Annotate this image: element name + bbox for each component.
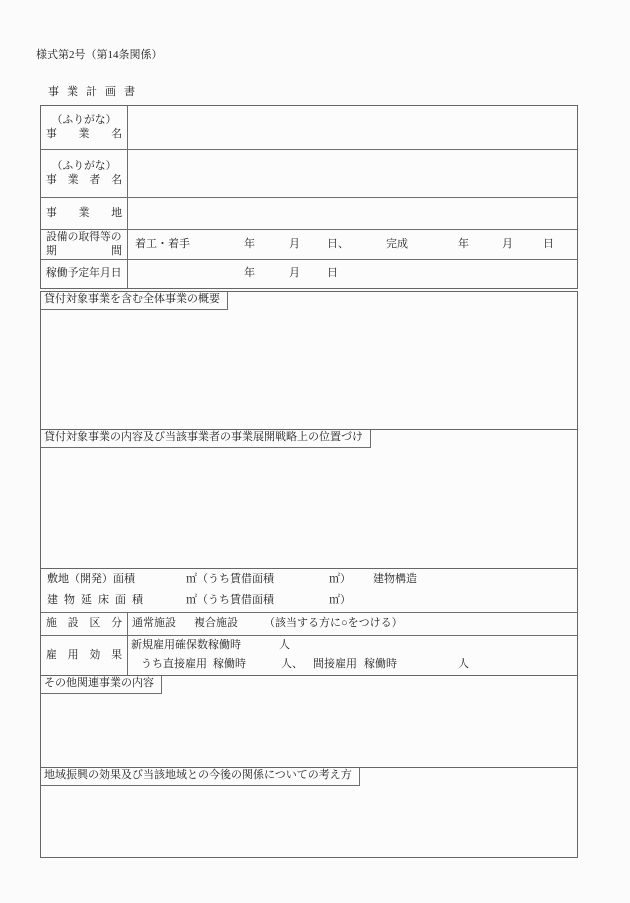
area-content [41, 569, 577, 612]
equipment-period-label-line2: 期間 [46, 244, 122, 257]
employment-row [41, 635, 577, 675]
operation-day-label: 日 [327, 267, 338, 280]
positioning-section [40, 429, 578, 569]
positioning-section-heading: 貸付対象事業の内容及び当該事業者の事業展開戦略上の位置づけ [41, 430, 371, 448]
start-year-label: 年 [244, 237, 255, 250]
operator-name-row [41, 149, 577, 197]
regional-promotion-section [40, 767, 578, 858]
basic-info-block [40, 105, 578, 289]
operation-year-label: 年 [244, 267, 255, 280]
employment-content [128, 636, 577, 675]
new-jobs-when-label: 稼働時 [208, 638, 241, 651]
operator-name-furigana: （ふりがな） [51, 160, 117, 173]
location-input-area [128, 198, 577, 229]
area-row [41, 569, 577, 612]
complete-year-label: 年 [458, 237, 469, 250]
equipment-period-label-line1: 設備の取得等の [46, 231, 122, 244]
overview-section [40, 291, 578, 430]
facility-option-normal: 通常施設 [132, 617, 176, 630]
location-label-text: 事業地 [46, 206, 122, 219]
operation-date-row [41, 259, 577, 288]
start-month-label: 月 [289, 237, 300, 250]
business-name-label-text: 事業名 [46, 127, 122, 140]
equipment-period-input-area [128, 230, 577, 259]
direct-jobs-label: うち直接雇用 [141, 658, 207, 671]
indirect-jobs-label: 間接雇用 [313, 658, 357, 671]
floor-area-unit: ㎡（うち賃借面積 [186, 594, 274, 607]
equipment-period-label [41, 230, 128, 259]
new-jobs-unit-label: 人 [279, 638, 290, 651]
operation-date-label [41, 260, 128, 288]
facility-type-note: （該当する方に○をつける） [264, 617, 403, 630]
indirect-jobs-unit-label: 人 [458, 658, 469, 671]
business-name-furigana: （ふりがな） [51, 114, 117, 127]
complete-day-label: 日 [543, 237, 554, 250]
other-business-section [40, 675, 578, 768]
site-area-unit2: ㎡） [329, 572, 351, 585]
floor-area-label: 建物延床面積 [47, 594, 149, 607]
business-name-label [41, 106, 128, 149]
floor-area-unit2: ㎡） [329, 594, 351, 607]
site-area-unit: ㎡（うち賃借面積 [186, 572, 274, 585]
location-row [41, 197, 577, 229]
facility-type-label-text: 施設区分 [46, 617, 122, 630]
indirect-jobs-when-label: 稼働時 [364, 658, 397, 671]
employment-label-text: 雇用効果 [46, 648, 122, 661]
page-title: 事業計画書 [48, 86, 143, 98]
business-name-input-area [128, 106, 577, 149]
start-label: 着工・着手 [135, 237, 190, 250]
form-number: 様式第2号（第14条関係） [36, 49, 163, 61]
direct-jobs-when-label: 稼働時 [213, 658, 246, 671]
business-name-row [41, 106, 577, 149]
operator-name-input-area [128, 150, 577, 197]
new-jobs-label: 新規雇用確保数 [131, 638, 208, 651]
operation-date-label-text: 稼働予定年月日 [46, 267, 122, 280]
overview-section-heading: 貸付対象事業を含む全体事業の概要 [41, 292, 228, 310]
operation-date-input-area [128, 260, 577, 288]
other-business-section-heading: その他関連事業の内容 [41, 676, 162, 694]
facility-type-label [41, 613, 128, 635]
building-structure-label: 建物構造 [373, 572, 417, 585]
operator-name-label [41, 150, 128, 197]
employment-label [41, 636, 128, 675]
location-label [41, 198, 128, 229]
start-day-label: 日、 [327, 237, 349, 250]
operation-month-label: 月 [289, 267, 300, 280]
facility-option-complex: 複合施設 [194, 617, 238, 630]
direct-jobs-unit-label: 人、 [281, 658, 303, 671]
complete-label: 完成 [386, 237, 408, 250]
business-plan-form-table [40, 105, 578, 858]
details-block [40, 568, 578, 676]
operator-name-label-text: 事業者名 [46, 173, 122, 186]
regional-promotion-section-heading: 地域振興の効果及び当該地域との今後の関係についての考え方 [41, 768, 360, 786]
complete-month-label: 月 [502, 237, 513, 250]
facility-type-row [41, 612, 577, 635]
facility-type-options [128, 613, 577, 635]
equipment-period-row [41, 229, 577, 259]
site-area-label: 敷地（開発）面積 [47, 572, 135, 585]
